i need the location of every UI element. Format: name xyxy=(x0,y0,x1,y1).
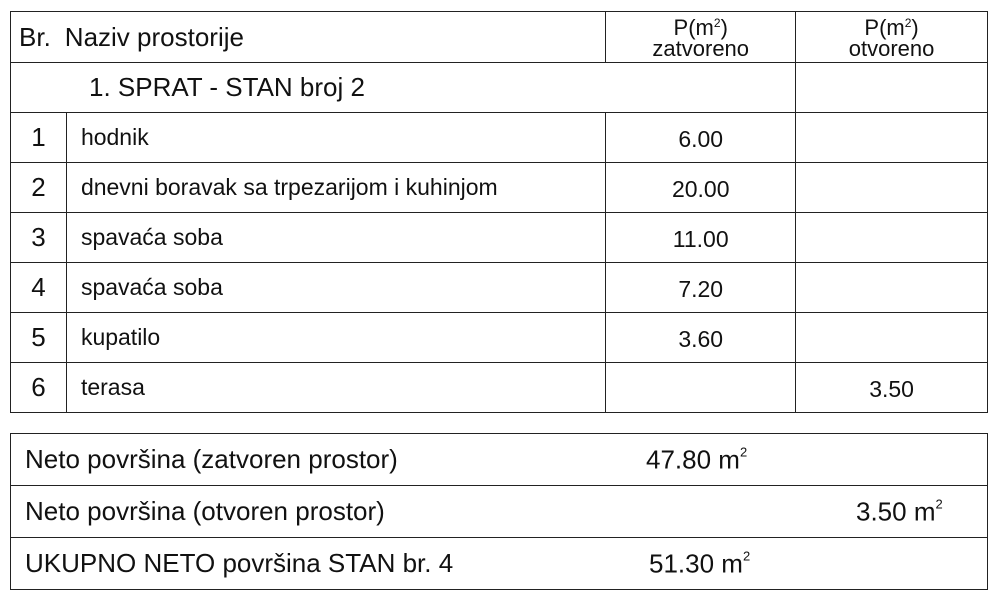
summary-label: Neto površina (otvoren prostor) xyxy=(25,496,385,526)
room-number: 1 xyxy=(11,113,67,163)
room-open-area xyxy=(796,163,988,213)
table-row xyxy=(11,113,988,163)
header-open-area: $P(m^2)$ otvoreno xyxy=(796,12,988,63)
summary-row xyxy=(11,434,988,486)
table-row xyxy=(11,213,988,263)
room-name: kupatilo xyxy=(66,313,605,363)
table-row xyxy=(11,363,988,413)
section-empty-cell xyxy=(796,63,988,113)
room-open-area xyxy=(796,313,988,363)
summary-label: UKUPNO NETO površina STAN br. 4 xyxy=(25,548,454,578)
room-number: 6 xyxy=(11,363,67,413)
room-name: terasa xyxy=(66,363,605,413)
room-closed-area: 3.60 xyxy=(606,313,796,363)
room-open-area xyxy=(796,113,988,163)
room-number: 3 xyxy=(11,213,67,263)
room-name: spavaća soba xyxy=(66,213,605,263)
room-number: 4 xyxy=(11,263,67,313)
room-closed-area xyxy=(606,363,796,413)
header-room-name: Naziv prostorije xyxy=(64,21,244,52)
room-open-area xyxy=(796,263,988,313)
table-row xyxy=(11,263,988,313)
summary-label: Neto površina (zatvoren prostor) xyxy=(25,444,398,474)
room-number: 2 xyxy=(11,163,67,213)
header-closed-area: $P(m^2)$ zatvoreno xyxy=(606,12,796,63)
room-name: spavaća soba xyxy=(66,263,605,313)
room-name: hodnik xyxy=(66,113,605,163)
room-open-area xyxy=(796,213,988,263)
room-closed-area: 11.00 xyxy=(606,213,796,263)
header-number: Br. xyxy=(19,21,51,52)
room-closed-area: 6.00 xyxy=(606,113,796,163)
table-row xyxy=(11,313,988,363)
summary-cell xyxy=(11,434,988,486)
room-number: 5 xyxy=(11,313,67,363)
room-area-table xyxy=(10,11,988,413)
room-open-area: 3.50 xyxy=(796,363,988,413)
summary-table xyxy=(10,433,988,590)
room-name: dnevni boravak sa trpezarijom i kuhinjom xyxy=(66,163,605,213)
section-row xyxy=(11,63,988,113)
summary-row xyxy=(11,486,988,538)
table-header-row xyxy=(11,12,988,63)
summary-value: 47.80 $m^2$ xyxy=(646,444,748,474)
summary-cell xyxy=(11,538,988,590)
header-number-name-cell xyxy=(11,12,606,63)
section-title: 1. SPRAT - STAN broj 2 xyxy=(11,63,796,113)
room-closed-area: 20.00 xyxy=(606,163,796,213)
summary-cell xyxy=(11,486,988,538)
summary-value: 3.50 $m^2$ xyxy=(856,496,943,526)
room-closed-area: 7.20 xyxy=(606,263,796,313)
summary-value: 51.30 $m^2$ xyxy=(649,548,751,578)
table-row xyxy=(11,163,988,213)
summary-row xyxy=(11,538,988,590)
